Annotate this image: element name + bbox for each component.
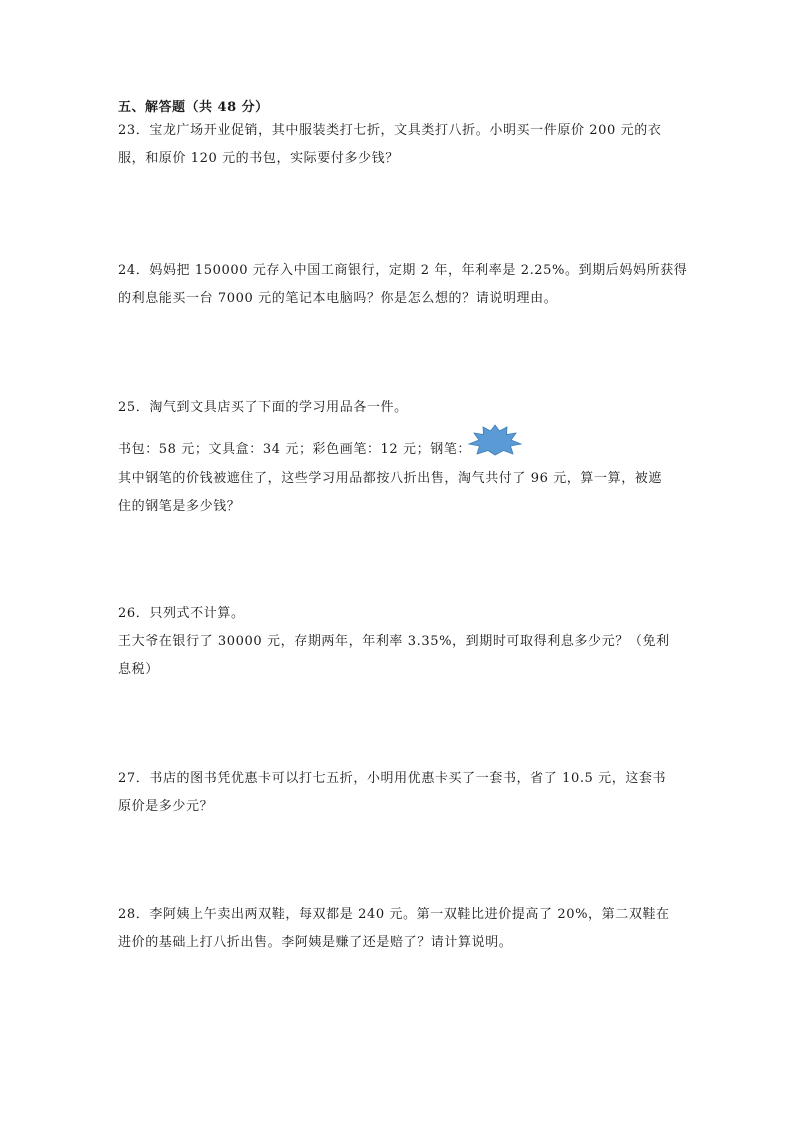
star-polygon	[469, 425, 521, 455]
question-26-line-2: 王大爷在银行了 30000 元，存期两年，年利率 3.35%，到期时可取得利息多少元？（免利	[118, 634, 670, 649]
covering-star-shape	[466, 424, 524, 456]
question-23-line-1: 23．宝龙广场开业促销，其中服装类打七折，文具类打八折。小明买一件原价 200 元的衣	[118, 123, 662, 138]
question-25-line-4: 住的钢笔是多少钱？	[118, 499, 241, 514]
question-25-line-1: 25．淘气到文具店买了下面的学习用品各一件。	[118, 400, 408, 415]
question-26-line-3: 息税）	[118, 662, 159, 677]
question-28-line-2: 进价的基础上打八折出售。李阿姨是赚了还是赔了？请计算说明。	[118, 935, 513, 950]
question-25-price-list: 书包：58 元；文具盒：34 元；彩色画笔：12 元；钢笔：	[118, 442, 472, 457]
question-24-line-2: 的利息能买一台 7000 元的笔记本电脑吗？你是怎么想的？请说明理由。	[118, 291, 558, 306]
question-25-line-3: 其中钢笔的价钱被遮住了，这些学习用品都按八折出售，淘气共付了 96 元，算一算，被遮	[118, 471, 663, 486]
question-23-line-2: 服，和原价 120 元的书包，实际要付多少钱？	[118, 151, 399, 166]
question-24-line-1: 24．妈妈把 150000 元存入中国工商银行，定期 2 年，年利率是 2.25%。到期后妈妈所获得	[118, 263, 688, 278]
question-28-line-1: 28．李阿姨上午卖出两双鞋，每双都是 240 元。第一双鞋比进价提高了 20%，第二双鞋在	[118, 907, 670, 922]
question-27-line-2: 原价是多少元？	[118, 799, 214, 814]
question-27-line-1: 27．书店的图书凭优惠卡可以打七五折，小明用优惠卡买了一套书，省了 10.5 元，这套书	[118, 771, 667, 786]
question-26-line-1: 26．只列式不计算。	[118, 606, 245, 621]
section-title: 五、解答题（共 48 分）	[118, 100, 269, 115]
